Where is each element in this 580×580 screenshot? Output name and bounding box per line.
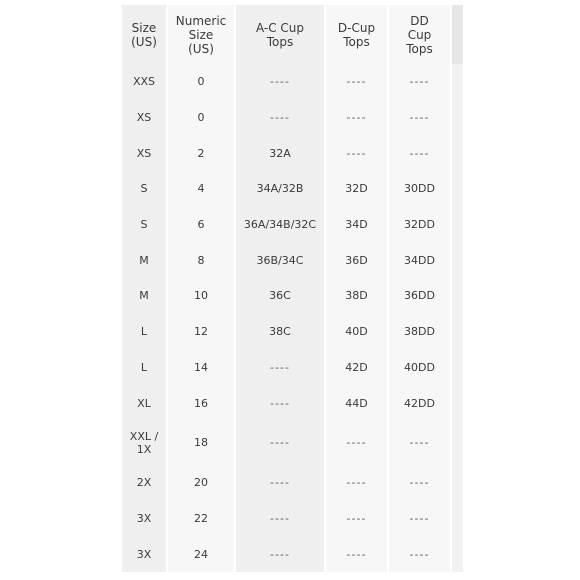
numeric-size-cell: 18: [168, 421, 234, 465]
ac-cup-cell: 36B/34C: [236, 242, 324, 278]
numeric-size-cell: 6: [168, 207, 234, 243]
dd-cup-cell: ----: [389, 135, 450, 171]
table-row: [122, 278, 463, 314]
header-d-cup: D-Cup Tops: [326, 5, 387, 64]
numeric-size-cell: 14: [168, 350, 234, 386]
ac-cup-cell: ----: [236, 465, 324, 501]
row-spacer: [452, 314, 463, 350]
d-cup-cell: 34D: [326, 207, 387, 243]
header-row: [122, 5, 463, 64]
table-row: [122, 385, 463, 421]
numeric-size-cell: 20: [168, 465, 234, 501]
ac-cup-cell: 36C: [236, 278, 324, 314]
size-cell: XL: [122, 385, 166, 421]
d-cup-cell: 38D: [326, 278, 387, 314]
size-cell: XS: [122, 100, 166, 136]
table-row: [122, 64, 463, 100]
ac-cup-cell: ----: [236, 385, 324, 421]
table-row: [122, 350, 463, 386]
size-cell: XXL / 1X: [122, 421, 166, 465]
row-spacer: [452, 242, 463, 278]
header-numeric-size: Numeric Size (US): [168, 5, 234, 64]
numeric-size-cell: 8: [168, 242, 234, 278]
dd-cup-cell: ----: [389, 421, 450, 465]
size-cell: L: [122, 314, 166, 350]
numeric-size-cell: 2: [168, 135, 234, 171]
d-cup-cell: ----: [326, 421, 387, 465]
dd-cup-cell: ----: [389, 465, 450, 501]
d-cup-cell: 32D: [326, 171, 387, 207]
table-row: [122, 242, 463, 278]
dd-cup-cell: 36DD: [389, 278, 450, 314]
d-cup-cell: 42D: [326, 350, 387, 386]
row-spacer: [452, 64, 463, 100]
size-cell: 3X: [122, 501, 166, 537]
size-rows: [122, 64, 463, 572]
size-cell: 3X: [122, 536, 166, 572]
size-cell: M: [122, 242, 166, 278]
ac-cup-cell: 34A/32B: [236, 171, 324, 207]
row-spacer: [452, 421, 463, 465]
numeric-size-cell: 24: [168, 536, 234, 572]
size-cell: S: [122, 171, 166, 207]
dd-cup-cell: ----: [389, 501, 450, 537]
table-row: [122, 135, 463, 171]
numeric-size-cell: 12: [168, 314, 234, 350]
dd-cup-cell: ----: [389, 64, 450, 100]
numeric-size-cell: 22: [168, 501, 234, 537]
numeric-size-cell: 10: [168, 278, 234, 314]
header-spacer: [452, 5, 463, 64]
size-cell: XXS: [122, 64, 166, 100]
ac-cup-cell: ----: [236, 100, 324, 136]
size-cell: S: [122, 207, 166, 243]
dd-cup-cell: 42DD: [389, 385, 450, 421]
d-cup-cell: ----: [326, 135, 387, 171]
ac-cup-cell: ----: [236, 536, 324, 572]
ac-cup-cell: 32A: [236, 135, 324, 171]
dd-cup-cell: 30DD: [389, 171, 450, 207]
d-cup-cell: 44D: [326, 385, 387, 421]
size-cell: L: [122, 350, 166, 386]
size-cell: XS: [122, 135, 166, 171]
table-row: [122, 536, 463, 572]
table-row: [122, 207, 463, 243]
ac-cup-cell: ----: [236, 350, 324, 386]
dd-cup-cell: 32DD: [389, 207, 450, 243]
row-spacer: [452, 350, 463, 386]
row-spacer: [452, 207, 463, 243]
d-cup-cell: 40D: [326, 314, 387, 350]
table-row: [122, 314, 463, 350]
row-spacer: [452, 278, 463, 314]
size-chart-table: [120, 5, 465, 572]
row-spacer: [452, 100, 463, 136]
numeric-size-cell: 16: [168, 385, 234, 421]
ac-cup-cell: 38C: [236, 314, 324, 350]
d-cup-cell: ----: [326, 465, 387, 501]
header-size-us: Size (US): [122, 5, 166, 64]
table-row: [122, 465, 463, 501]
ac-cup-cell: 36A/34B/32C: [236, 207, 324, 243]
dd-cup-cell: ----: [389, 536, 450, 572]
d-cup-cell: 36D: [326, 242, 387, 278]
d-cup-cell: ----: [326, 100, 387, 136]
dd-cup-cell: 34DD: [389, 242, 450, 278]
table-row: [122, 171, 463, 207]
numeric-size-cell: 4: [168, 171, 234, 207]
table-row: [122, 501, 463, 537]
table-row: [122, 100, 463, 136]
size-cell: M: [122, 278, 166, 314]
size-cell: 2X: [122, 465, 166, 501]
row-spacer: [452, 501, 463, 537]
table-row: [122, 421, 463, 465]
row-spacer: [452, 135, 463, 171]
ac-cup-cell: ----: [236, 421, 324, 465]
d-cup-cell: ----: [326, 536, 387, 572]
header-dd-cup: DD Cup Tops: [389, 5, 450, 64]
row-spacer: [452, 385, 463, 421]
ac-cup-cell: ----: [236, 64, 324, 100]
numeric-size-cell: 0: [168, 64, 234, 100]
row-spacer: [452, 536, 463, 572]
numeric-size-cell: 0: [168, 100, 234, 136]
d-cup-cell: ----: [326, 64, 387, 100]
ac-cup-cell: ----: [236, 501, 324, 537]
dd-cup-cell: 38DD: [389, 314, 450, 350]
dd-cup-cell: ----: [389, 100, 450, 136]
row-spacer: [452, 171, 463, 207]
dd-cup-cell: 40DD: [389, 350, 450, 386]
d-cup-cell: ----: [326, 501, 387, 537]
row-spacer: [452, 465, 463, 501]
header-ac-cup: A-C Cup Tops: [236, 5, 324, 64]
